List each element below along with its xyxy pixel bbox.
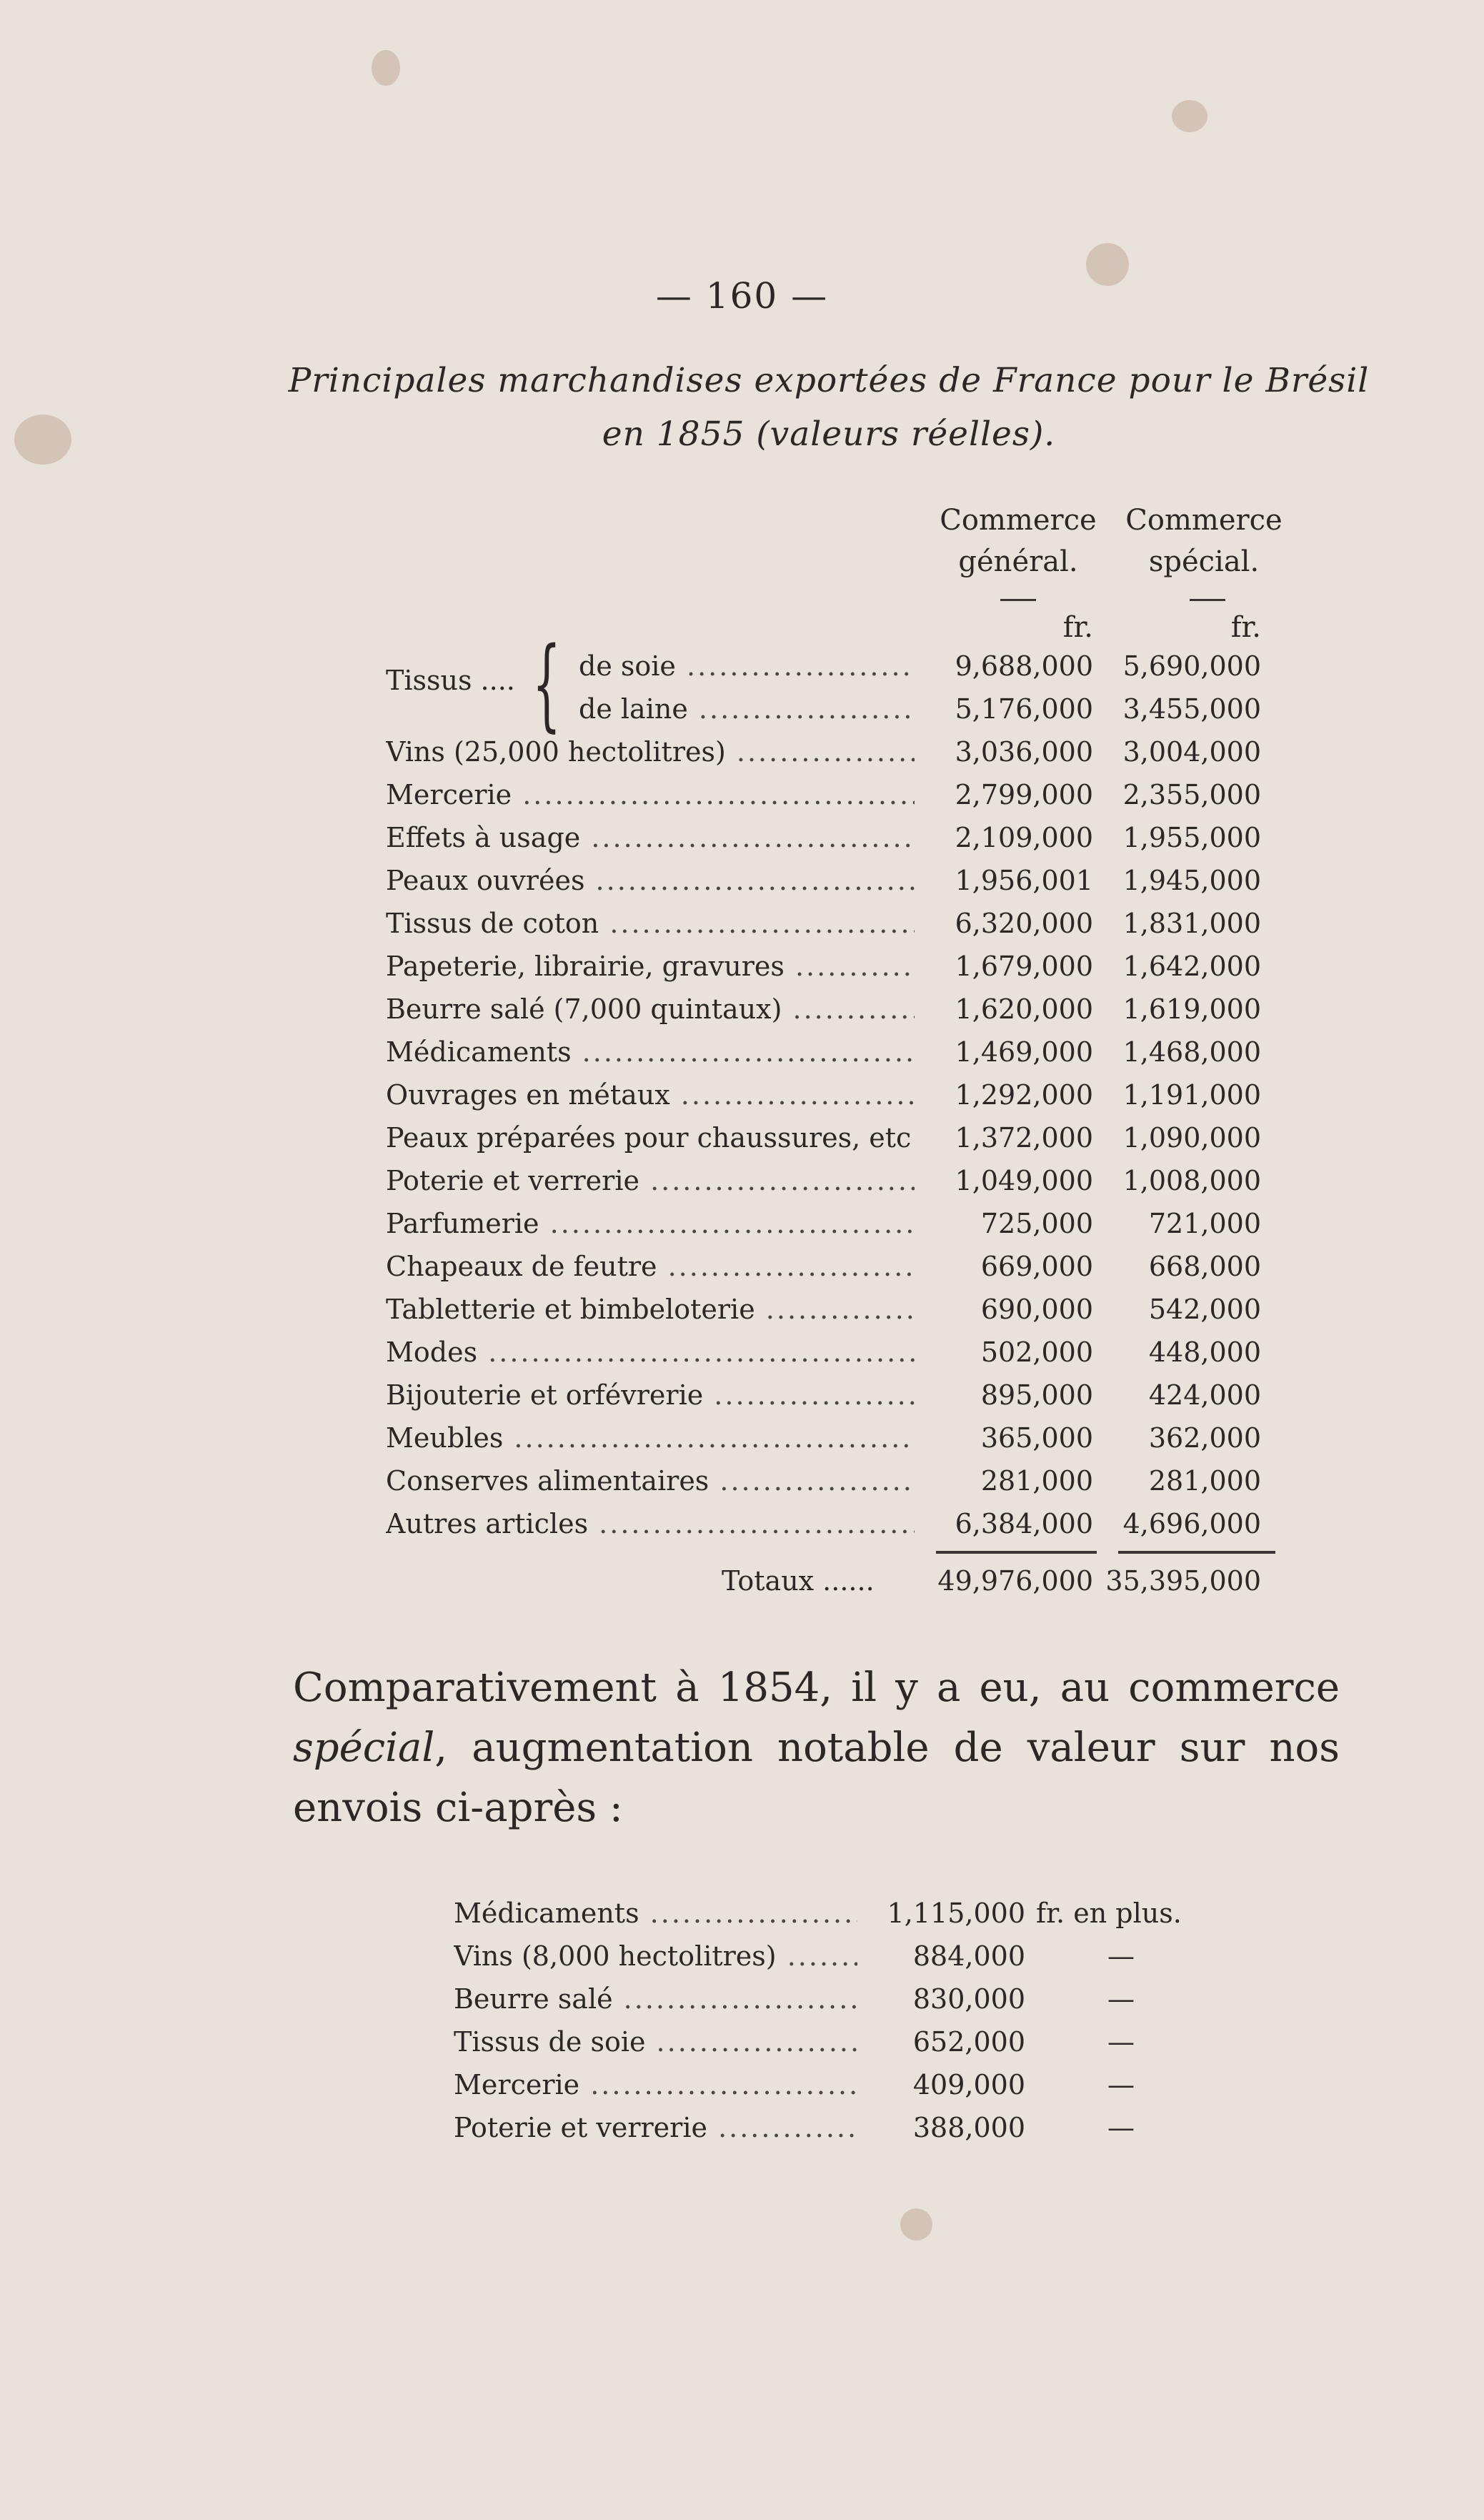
- table-row: Conserves alimentaires ..... 281,000 281,000: [0, 1465, 1484, 1505]
- table-row: Parfumerie ..... 725,000 721,000: [0, 1208, 1484, 1248]
- table-row: Bijouterie et orfévrerie ..... 895,000 424,000: [0, 1379, 1484, 1419]
- column-general-line-1: Commerce: [940, 504, 1097, 537]
- table-row: Ouvrages en métaux ..... 1,292,000 1,191,000: [0, 1079, 1484, 1119]
- column-general-dash: [1000, 599, 1036, 601]
- table-row: Tabletterie et bimbeloterie ..... 690,000 542,000: [0, 1294, 1484, 1334]
- table-row: Modes ..... 502,000 448,000: [0, 1336, 1484, 1376]
- column-special-line-1: Commerce: [1125, 504, 1283, 537]
- paper-stain: [372, 50, 400, 86]
- table-row: Poterie et verrerie ..... 1,049,000 1,008,000: [0, 1165, 1484, 1205]
- table-row: Meubles ..... 365,000 362,000: [0, 1422, 1484, 1462]
- table-row: Beurre salé (7,000 quintaux) ..... 1,620,000 1,619,000: [0, 993, 1484, 1033]
- list-item: Beurre salé ..... 830,000 —: [0, 1983, 1484, 2026]
- table-row: Peaux préparées pour chaussures, etc ..... 1,372,000 1,090,000: [0, 1122, 1484, 1162]
- totals-special: 35,395,000: [1105, 1565, 1261, 1597]
- tissus-brace: {: [532, 626, 562, 743]
- totals-rule-special: [1118, 1551, 1275, 1554]
- paper-stain: [1172, 100, 1207, 132]
- totals-label: Totaux ......: [722, 1565, 875, 1597]
- tissus-group-label: Tissus ....: [386, 665, 515, 696]
- table-row: Autres articles ..... 6,384,000 4,696,000: [0, 1508, 1484, 1548]
- list-item: Mercerie ..... 409,000 —: [0, 2069, 1484, 2112]
- table-row: de soie ..... 9,688,000 5,690,000: [0, 650, 1484, 690]
- column-special-line-2: spécial.: [1148, 545, 1260, 578]
- table-row: Médicaments ..... 1,469,000 1,468,000: [0, 1036, 1484, 1076]
- column-special-unit: fr.: [1230, 611, 1261, 644]
- list-item: Vins (8,000 hectolitres) ..... 884,000 —: [0, 1940, 1484, 1983]
- table-row: Effets à usage ..... 2,109,000 1,955,000: [0, 822, 1484, 862]
- page-number: — 160 —: [655, 275, 829, 317]
- table-row: Vins (25,000 hectolitres) ..... 3,036,000 3,004,000: [0, 736, 1484, 776]
- list-item: Tissus de soie ..... 652,000 —: [0, 2026, 1484, 2069]
- comparison-paragraph: Comparativement à 1854, il y a eu, au commerce spécial, augmentation notable de valeur sur nos envois ci-après :: [293, 1665, 1340, 1831]
- table-row: Tissus de coton ..... 6,320,000 1,831,000: [0, 908, 1484, 948]
- list-item: Poterie et verrerie ..... 388,000 —: [0, 2112, 1484, 2155]
- totals-row: [0, 1565, 1484, 1605]
- table-row: Peaux ouvrées ..... 1,956,001 1,945,000: [0, 865, 1484, 905]
- table-row: de laine ..... 5,176,000 3,455,000: [0, 693, 1484, 733]
- column-general-unit: fr.: [1062, 611, 1093, 644]
- table-row: Mercerie ..... 2,799,000 2,355,000: [0, 779, 1484, 819]
- table-row: Papeterie, librairie, gravures ..... 1,679,000 1,642,000: [0, 951, 1484, 991]
- paper-stain: [14, 415, 71, 465]
- table-title-line-1: Principales marchandises exportées de France pour le Brésil: [288, 361, 1370, 400]
- totals-rule-general: [936, 1551, 1097, 1554]
- paper-stain: [900, 2208, 932, 2241]
- totals-general: 49,976,000: [937, 1565, 1093, 1597]
- table-title-line-2: en 1855 (valeurs réelles).: [602, 415, 1056, 454]
- column-special-dash: [1190, 599, 1225, 601]
- table-row: Chapeaux de feutre ..... 669,000 668,000: [0, 1251, 1484, 1291]
- list-item: Médicaments ..... 1,115,000 fr. en plus.: [0, 1898, 1484, 1940]
- column-general-line-2: général.: [958, 545, 1078, 578]
